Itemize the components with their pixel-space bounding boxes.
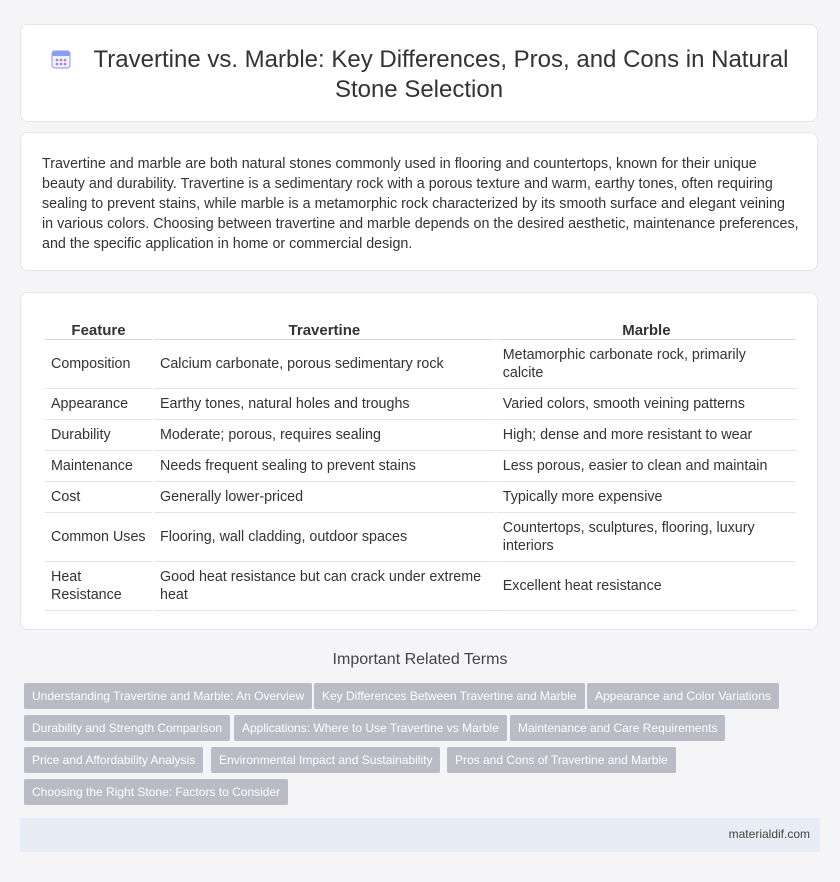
cell-feature: Composition	[45, 340, 152, 389]
cell-marble: Countertops, sculptures, flooring, luxury interiors	[497, 513, 796, 562]
table-row	[45, 513, 796, 562]
calendar-icon	[50, 48, 72, 70]
table-header-row	[45, 313, 796, 340]
related-term-tag[interactable]: Appearance and Color Variations	[587, 683, 779, 709]
cell-marble: Metamorphic carbonate rock, primarily calcite	[497, 340, 796, 389]
cell-marble: High; dense and more resistant to wear	[497, 420, 796, 451]
related-term-tag[interactable]: Pros and Cons of Travertine and Marble	[447, 747, 676, 773]
footer-site-link[interactable]: materialdif.com	[728, 827, 810, 841]
cell-marble: Varied colors, smooth veining patterns	[497, 389, 796, 420]
related-term-tag[interactable]: Choosing the Right Stone: Factors to Consider	[24, 779, 288, 805]
related-term-tag[interactable]: Applications: Where to Use Travertine vs Marble	[234, 715, 507, 741]
related-term-tag[interactable]: Durability and Strength Comparison	[24, 715, 230, 741]
cell-feature: Maintenance	[45, 451, 152, 482]
cell-travertine: Good heat resistance but can crack under extreme heat	[154, 562, 495, 611]
related-terms-title: Important Related Terms	[332, 651, 508, 668]
footer-bar	[20, 818, 820, 852]
page-title-wrap	[21, 45, 817, 105]
cell-travertine: Calcium carbonate, porous sedimentary rock	[154, 340, 495, 389]
related-term-tag[interactable]: Price and Affordability Analysis	[24, 747, 203, 773]
cell-feature: Heat Resistance	[45, 562, 152, 611]
cell-travertine: Earthy tones, natural holes and troughs	[154, 389, 495, 420]
comparison-table	[43, 313, 798, 611]
cell-travertine: Flooring, wall cladding, outdoor spaces	[154, 513, 495, 562]
cell-feature: Appearance	[45, 389, 152, 420]
intro-card	[20, 132, 818, 271]
page-title: Travertine vs. Marble: Key Differences, Pros, and Cons in Natural Stone Selection	[93, 46, 789, 103]
intro-paragraph: Travertine and marble are both natural stones commonly used in flooring and countertops, known for their unique beauty and durability. Travertine is a sedimentary rock with a porous texture and warm, earthy tones, often requiring sealing to prevent stains, while marble is a metamorphic rock characterized by its smooth surface and elegant veining in various colors. Choosing between travertine and marble depends on the desired aesthetic, maintenance preferences, and the specific application in home or commercial design.	[42, 156, 799, 252]
cell-feature: Durability	[45, 420, 152, 451]
related-term-tag[interactable]: Environmental Impact and Sustainability	[211, 747, 440, 773]
header-marble: Marble	[497, 313, 796, 340]
cell-feature: Cost	[45, 482, 152, 513]
comparison-card	[20, 292, 818, 630]
header-travertine: Travertine	[154, 313, 495, 340]
related-term-tag[interactable]: Understanding Travertine and Marble: An Overview	[24, 683, 312, 709]
table-row	[45, 389, 796, 420]
header-feature: Feature	[45, 313, 152, 340]
cell-travertine: Needs frequent sealing to prevent stains	[154, 451, 495, 482]
table-row	[45, 420, 796, 451]
cell-travertine: Generally lower-priced	[154, 482, 495, 513]
table-row	[45, 340, 796, 389]
related-term-tag[interactable]: Maintenance and Care Requirements	[510, 715, 725, 741]
header-card	[20, 24, 818, 122]
table-row	[45, 482, 796, 513]
cell-travertine: Moderate; porous, requires sealing	[154, 420, 495, 451]
cell-feature: Common Uses	[45, 513, 152, 562]
table-row	[45, 451, 796, 482]
cell-marble: Typically more expensive	[497, 482, 796, 513]
cell-marble: Less porous, easier to clean and maintain	[497, 451, 796, 482]
table-row	[45, 562, 796, 611]
related-term-tag[interactable]: Key Differences Between Travertine and Marble	[314, 683, 585, 709]
cell-marble: Excellent heat resistance	[497, 562, 796, 611]
